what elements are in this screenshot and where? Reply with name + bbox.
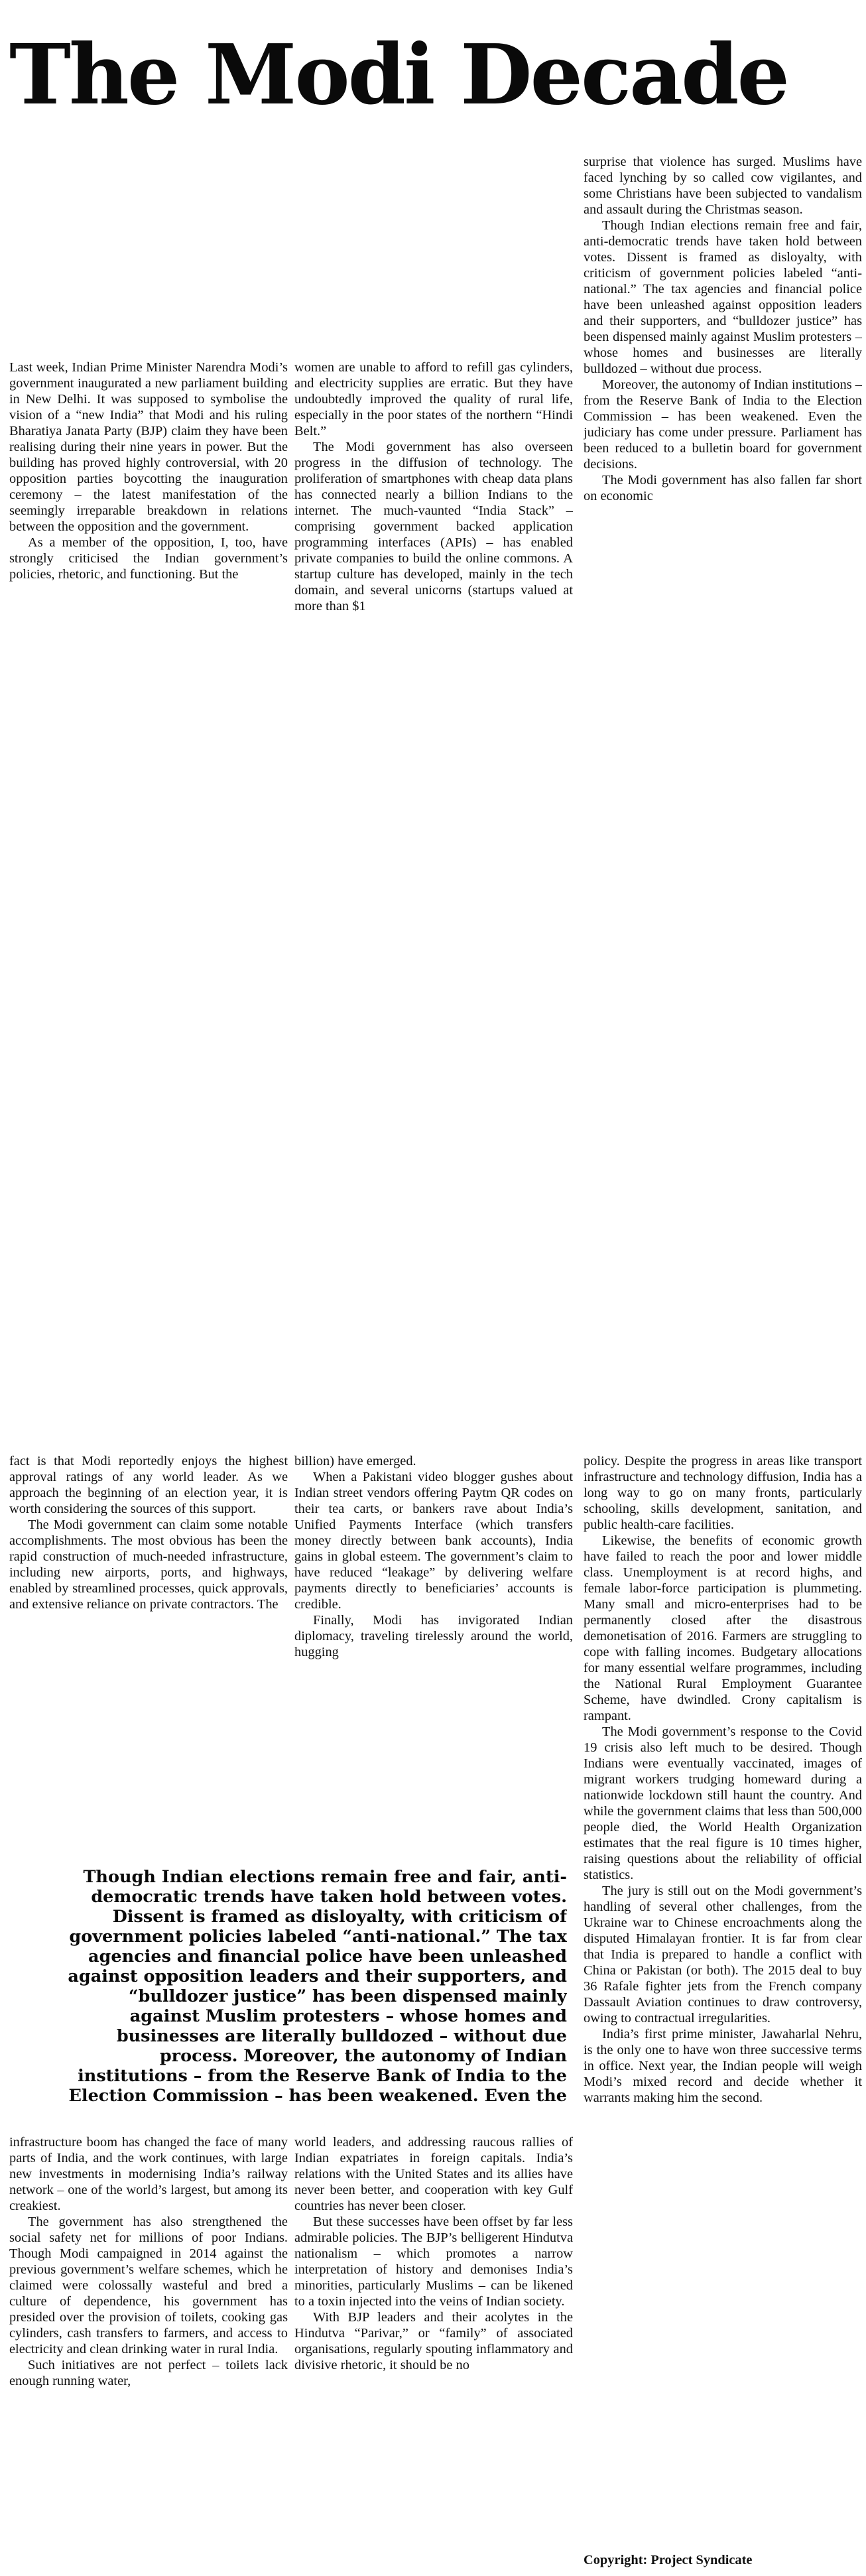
article-column-top-3 xyxy=(584,154,862,751)
paragraph: The Modi government’s response to the Covid 19 crisis also left much to be desired. Though Indians were eventually vaccinated, images of migrant workers trudging homeward during a nationwide lockdown still haunt the country. And while the government claims that less than 500,000 people died, the World Health Organization estimates that the real figure is 10 times higher, raising questions about the reliability of official statistics. xyxy=(584,1724,862,1882)
article-column-bottom-2 xyxy=(294,2134,573,2572)
paragraph: The Modi government can claim some notable accomplishments. The most obvious has been the rapid construction of much-needed infrastructure, including new airports, ports, and highways, enabled by streamlined processes, quick approvals, and extensive reliance on private contractors. The xyxy=(9,1517,288,1612)
paragraph: Finally, Modi has invigorated Indian diplomacy, traveling tirelessly around the world, hugging xyxy=(294,1613,573,1659)
article-column-top-2 xyxy=(294,359,573,757)
paragraph: The jury is still out on the Modi government’s handling of several other challenges, from the Ukraine war to Chinese encroachments along the disputed Himalayan frontier. It is far from clear that India is prepared to handle a conflict with China or Pakistan (or both). The 2015 deal to buy 36 Rafale fighter jets from the French company Dassault Aviation continues to draw controversy, owing to contractual irregularities. xyxy=(584,1884,862,2026)
paragraph: Likewise, the benefits of economic growth have failed to reach the poor and lower middle class. Unemployment is at record highs, and female labor-force participation is plummeting. Many small and micro-enterprises had to be permanently closed after the disastrous demonetisation of 2016. Farmers are struggling to cope with falling incomes. Budgetary allocations for many essential welfare programmes, including the National Rural Employment Guarantee Scheme, have dwindled. Crony capitalism is rampant. xyxy=(584,1533,862,1723)
paragraph: Moreover, the autonomy of Indian institutions – from the Reserve Bank of India to the Election Commission – has been weakened. Even the judiciary has come under pressure. Parliament has been reduced to a bulletin board for government decisions. xyxy=(584,377,862,472)
paragraph: women are unable to afford to refill gas cylinders, and electricity supplies are erratic. But they have undoubtedly improved the quality of rural life, especially in the poor states of the northern “Hindi Belt.” xyxy=(294,360,573,438)
paragraph: The Modi government has also fallen far short on economic xyxy=(584,473,862,503)
paragraph: The government has also strengthened the social safety net for millions of poor Indians. Though Modi campaigned in 2014 against the previous government’s welfare schemes, which he claimed were colossally wasteful and bred a culture of dependence, his government has presided over the provision of toilets, cooking gas cylinders, cash transfers to farmers, and access to electricity and clean drinking water in rural India. xyxy=(9,2215,288,2356)
paragraph: fact is that Modi reportedly enjoys the highest approval ratings of any world leader. As we approach the beginning of an election year, it is worth considering the sources of this support. xyxy=(9,1454,288,1516)
paragraph: India’s first prime minister, Jawaharlal Nehru, is the only one to have won three successive terms in office. Next year, the Indian people will weigh Modi’s mixed record and decide whether it warrants making him the second. xyxy=(584,2027,862,2105)
paragraph: As a member of the opposition, I, too, have strongly criticised the Indian government’s policies, rhetoric, and functioning. But the xyxy=(9,535,288,582)
paragraph: But these successes have been offset by far less admirable policies. The BJP’s belligerent Hindutva nationalism – which promotes a narrow interpretation of history and demonises India’s minorities, particularly Muslims – can be likened to a toxin injected into the veins of Indian society. xyxy=(294,2215,573,2309)
paragraph: Last week, Indian Prime Minister Narendra Modi’s government inaugurated a new parliament building in New Delhi. It was supposed to symbolise the vision of a “new India” that Modi and his ruling Bharatiya Janata Party (BJP) claim they have been realising during their nine years in power. But the building has proved highly controversial, with 20 opposition parties boycotting the inauguration ceremony – the latest manifestation of the seemingly irreparable breakdown in relations between the opposition and the government. xyxy=(9,360,288,534)
article-column-top-1 xyxy=(9,359,288,757)
paragraph: world leaders, and addressing raucous rallies of Indian expatriates in foreign capitals. India’s relations with the United States and its allies have never been better, and cooperation with key Gulf countries has never been closer. xyxy=(294,2135,573,2213)
article-column-middle-1 xyxy=(9,1453,288,1851)
copyright-line: Copyright: Project Syndicate xyxy=(584,2553,753,2567)
headline: The Modi Decade xyxy=(9,27,788,123)
paragraph: Though Indian elections remain free and fair, anti-democratic trends have taken hold between votes. Dissent is framed as disloyalty, with criticism of government policies labeled “anti-national.” The tax agencies and financial police have been unleashed against opposition leaders and their supporters, and “bulldozer justice” has been dispensed mainly against Muslim protesters – whose homes and businesses are literally bulldozed – without due process. xyxy=(584,218,862,376)
article-column-bottom-1 xyxy=(9,2134,288,2572)
pull-quote: Though Indian elections remain free and fair, anti-democratic trends have taken hold between votes. Dissent is framed as disloyalty, with criticism of government policies labeled “anti-national.” The tax agencies and financial police have been unleashed against opposition leaders and their supporters, and “bulldozer justice” has been dispensed mainly against Muslim protesters – whose homes and businesses are literally bulldozed – without due process. Moreover, the autonomy of Indian institutions – from the Reserve Bank of India to the Election Commission – has been weakened. Even the xyxy=(68,1867,567,2106)
paragraph: With BJP leaders and their acolytes in the Hindutva “Parivar,” or “family” of associated organisations, regularly spouting inflammatory and divisive rhetoric, it should be no xyxy=(294,2310,573,2372)
article-column-middle-2 xyxy=(294,1453,573,1851)
paragraph: The Modi government has also overseen progress in the diffusion of technology. The proliferation of smartphones with cheap data plans has connected nearly a billion Indians to the internet. The much-vaunted “India Stack” – comprising government backed application programming interfaces (APIs) – has enabled private companies to build the online commons. A startup culture has developed, mainly in the tech domain, and several unicorns (startups valued at more than $1 xyxy=(294,440,573,613)
paragraph: infrastructure boom has changed the face of many parts of India, and the work continues, with large new investments in modernising India’s railway network – one of the world’s largest, but among its creakiest. xyxy=(9,2135,288,2213)
paragraph: When a Pakistani video blogger gushes about Indian street vendors offering Paytm QR codes on their tea carts, or bankers rave about India’s Unified Payments Interface (which transfers money directly between bank accounts), India gains in global esteem. The government’s claim to have reduced “leakage” by delivering welfare payments directly to beneficiaries’ accounts is credible. xyxy=(294,1470,573,1612)
paragraph: Such initiatives are not perfect – toilets lack enough running water, xyxy=(9,2358,288,2388)
paragraph: billion) have emerged. xyxy=(294,1454,416,1468)
paragraph: policy. Despite the progress in areas like transport infrastructure and technology diffusion, India has a long way to go on many fronts, particularly schooling, skills development, sanitation, and public health-care facilities. xyxy=(584,1454,862,1532)
article-column-middle-3 xyxy=(584,1453,862,2547)
paragraph: surprise that violence has surged. Muslims have faced lynching by so called cow vigilantes, and some Christians have been subjected to vandalism and assault during the Christmas season. xyxy=(584,155,862,217)
